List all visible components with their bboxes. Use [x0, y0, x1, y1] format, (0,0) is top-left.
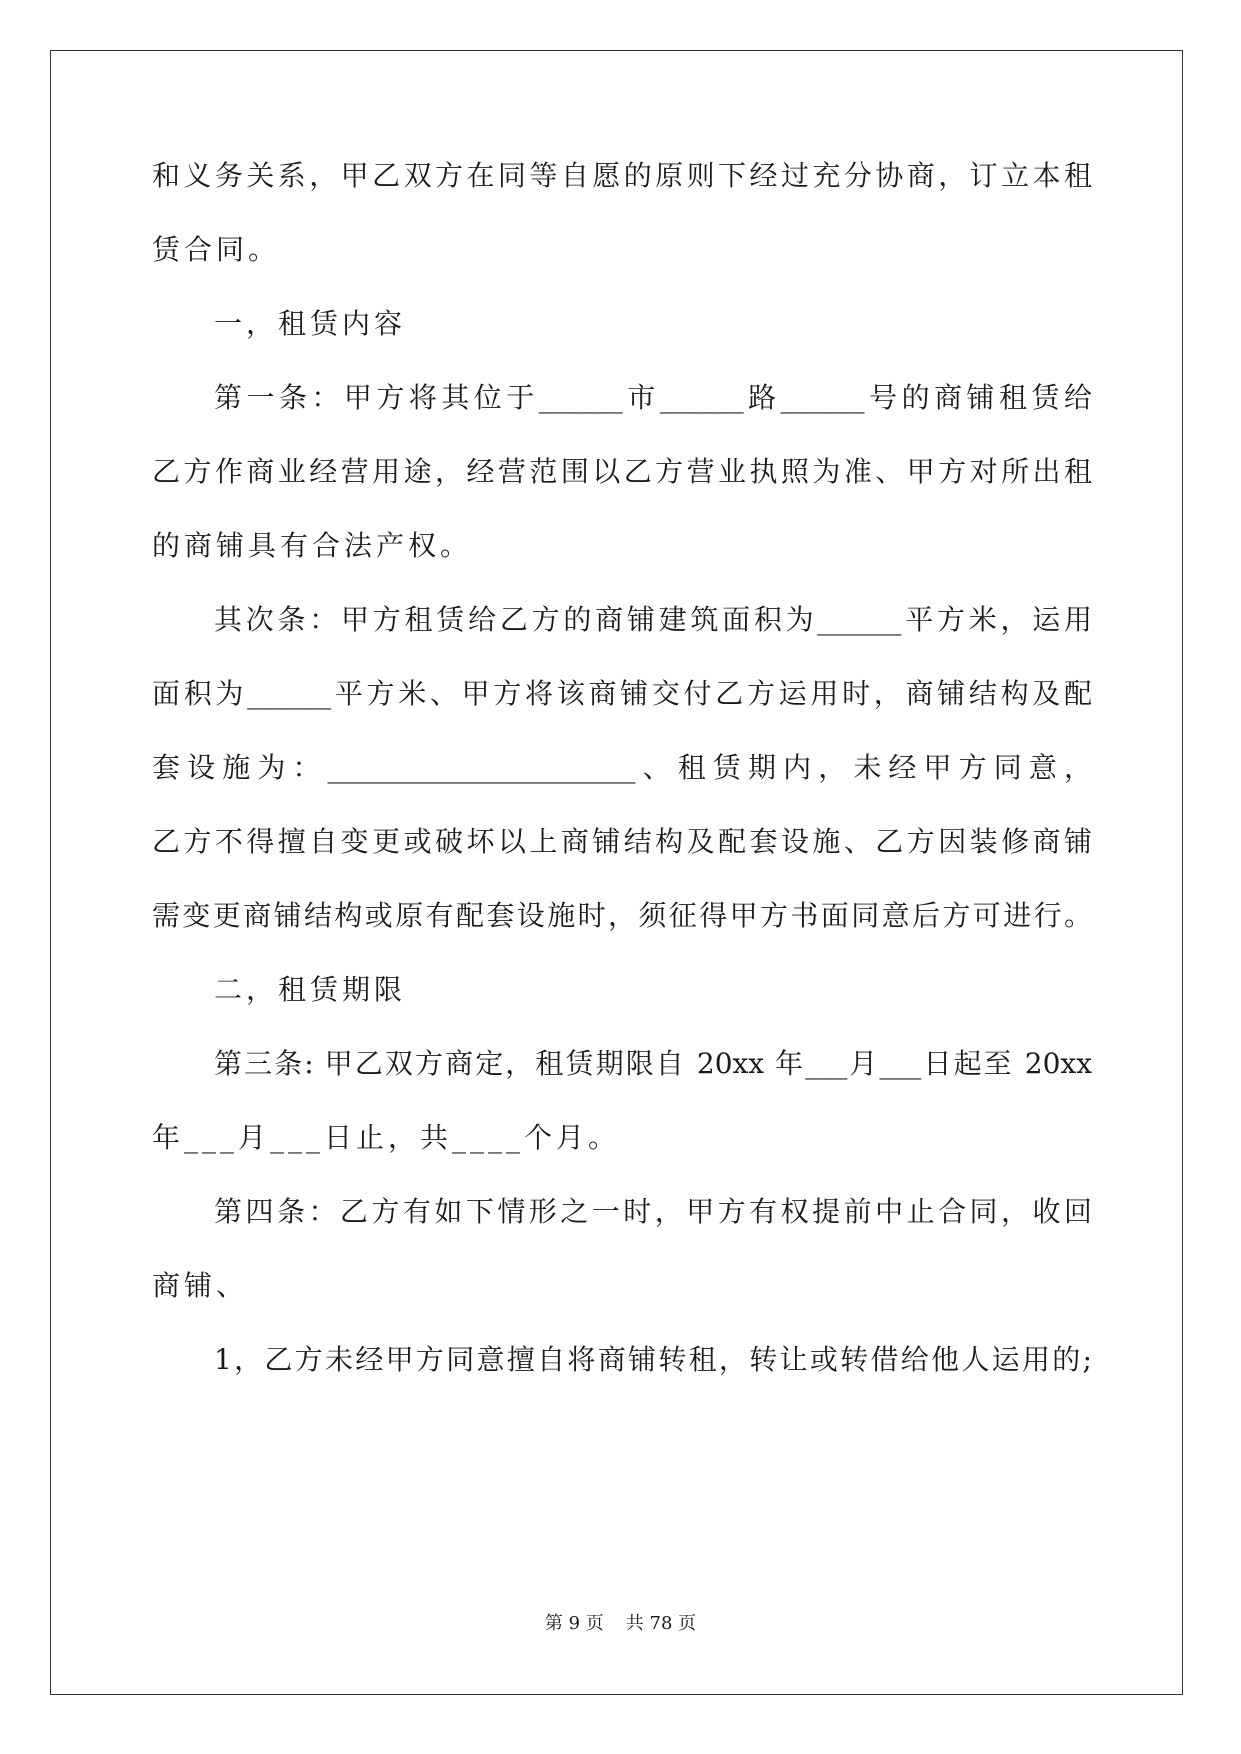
page-frame [50, 50, 1183, 1695]
body-line: 第四条：乙方有如下情形之一时，甲方有权提前中止合同，收回 [214, 1195, 1092, 1228]
body-line: 套设施为：______________________、租赁期内，未经甲方同意， [152, 751, 1092, 784]
body-line: 1，乙方未经甲方同意擅自将商铺转租，转让或转借给他人运用的; [214, 1343, 1092, 1376]
body-line: 和义务关系，甲乙双方在同等自愿的原则下经过充分协商，订立本租 [152, 159, 1092, 192]
section-heading: 一，租赁内容 [214, 307, 407, 340]
body-line: 乙方作商业经营用途，经营范围以乙方营业执照为准、甲方对所出租 [152, 455, 1092, 488]
page-total: 共 78 页 [625, 1613, 697, 1634]
body-line: 第一条：甲方将其位于______市______路______号的商铺租赁给 [214, 381, 1092, 414]
body-line: 需变更商铺结构或原有配套设施时，须征得甲方书面同意后方可进行。 [152, 899, 1092, 932]
section-heading: 二，租赁期限 [214, 973, 407, 1006]
page-number: 第 9 页 [544, 1613, 604, 1634]
body-line: 其次条：甲方租赁给乙方的商铺建筑面积为______平方米，运用 [214, 603, 1092, 636]
body-line: 第三条: 甲乙双方商定，租赁期限自 20xx 年___月___日起至 20xx [214, 1047, 1092, 1080]
page-footer [0, 1612, 1241, 1636]
body-line: 的商铺具有合法产权。 [152, 529, 473, 562]
body-line: 面积为______平方米、甲方将该商铺交付乙方运用时，商铺结构及配 [152, 677, 1092, 710]
body-line: 乙方不得擅自变更或破坏以上商铺结构及配套设施、乙方因装修商铺 [152, 825, 1092, 858]
body-line: 商铺、 [152, 1269, 249, 1302]
body-line: 年___月___日止，共____个月。 [152, 1121, 621, 1154]
body-line: 赁合同。 [152, 233, 281, 266]
